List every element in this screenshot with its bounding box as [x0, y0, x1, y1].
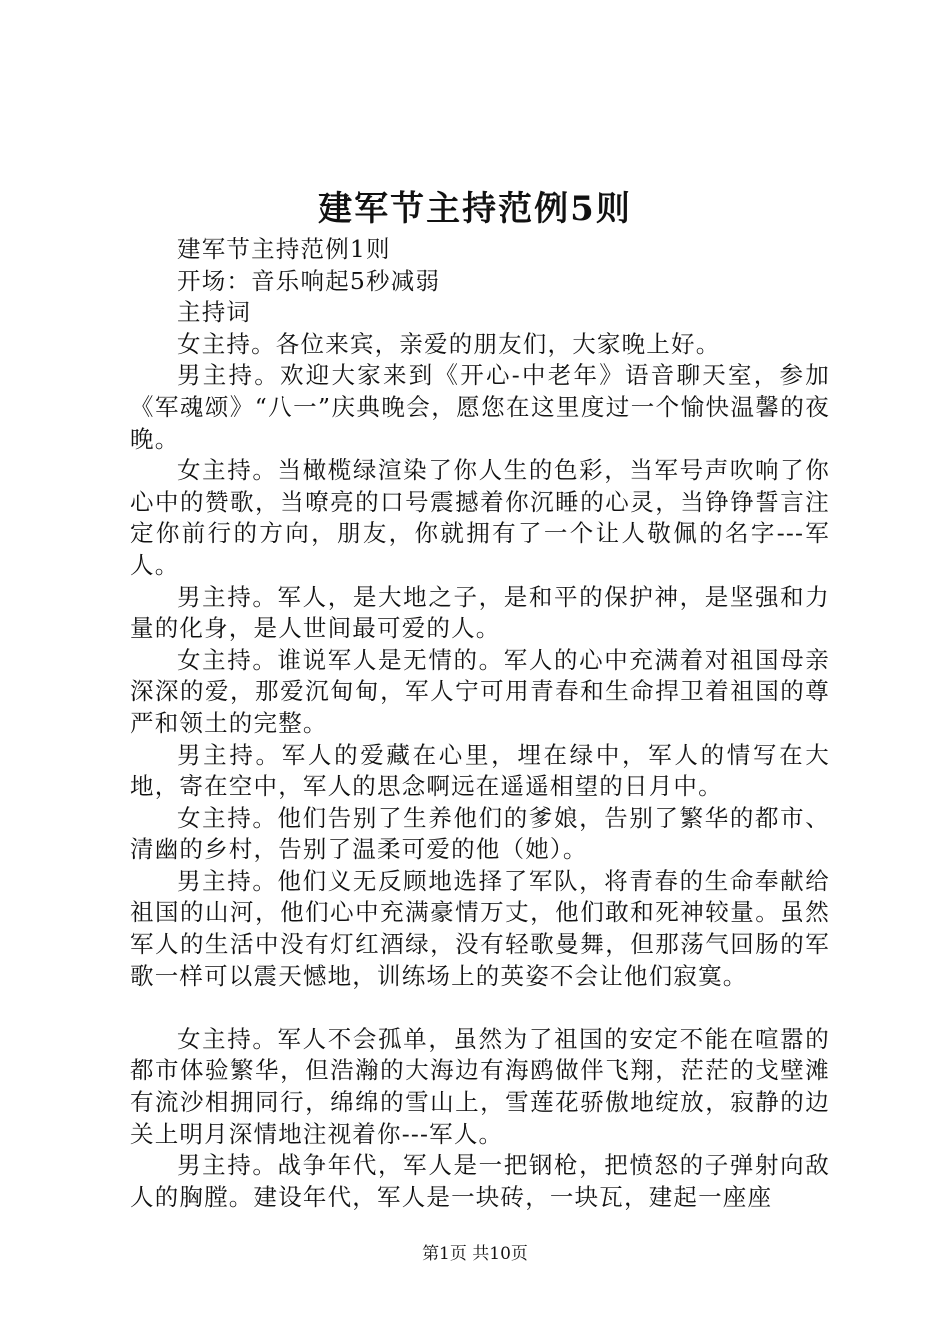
- paragraph: 女主持。当橄榄绿渲染了你人生的色彩，当军号声吹响了你心中的赞歌，当嘹亮的口号震撼着你沉睡的心灵，当铮铮誓言注定你前行的方向，朋友，你就拥有了一个让人敬佩的名字---军人。: [130, 456, 830, 579]
- document-body: [130, 234, 830, 1213]
- paragraph: 男主持。战争年代，军人是一把钢枪，把愤怒的子弹射向敌人的胸膛。建设年代，军人是一块砖，一块瓦，建起一座座: [130, 1151, 830, 1211]
- document-title: 建军节主持范例5则: [318, 189, 632, 229]
- paragraph: 开场：音乐响起5秒减弱: [177, 266, 441, 295]
- paragraph: 男主持。军人，是大地之子，是和平的保护神，是坚强和力量的化身，是人世间最可爱的人。: [130, 582, 830, 643]
- paragraph: 主持词: [177, 298, 252, 327]
- paragraph: 女主持。军人不会孤单，虽然为了祖国的安定不能在喧嚣的都市体验繁华，但浩瀚的大海边有海鸥做伴飞翔，茫茫的戈壁滩有流沙相拥同行，绵绵的雪山上，雪莲花骄傲地绽放，寂静的边关上明月深情地注视着你---军人。: [130, 1024, 830, 1148]
- paragraph: 女主持。各位来宾，亲爱的朋友们，大家晚上好。: [177, 329, 721, 358]
- paragraph: 女主持。他们告别了生养他们的爹娘，告别了繁华的都市、清幽的乡村，告别了温柔可爱的他（她）。: [130, 803, 830, 864]
- paragraph: 建军节主持范例1则: [177, 235, 391, 263]
- page-number-footer: 第1页 共10页: [422, 1244, 528, 1264]
- paragraph: 男主持。军人的爱藏在心里，埋在绿中，军人的情写在大地，寄在空中，军人的思念啊远在遥遥相望的日月中。: [130, 740, 830, 801]
- paragraph: 女主持。谁说军人是无情的。军人的心中充满着对祖国母亲深深的爱，那爱沉甸甸，军人宁可用青春和生命捍卫着祖国的尊严和领土的完整。: [130, 645, 830, 737]
- paragraph: 男主持。他们义无反顾地选择了军队，将青春的生命奉献给祖国的山河，他们心中充满豪情万丈，他们敢和死神较量。虽然军人的生活中没有灯红酒绿，没有轻歌曼舞，但那荡气回肠的军歌一样可以震天憾地，训练场上的英姿不会让他们寂寞。: [130, 866, 830, 990]
- paragraph: 男主持。欢迎大家来到《开心-中老年》语音聊天室，参加《军魂颂》“八一”庆典晚会，愿您在这里度过一个愉快温馨的夜晚。: [130, 361, 830, 453]
